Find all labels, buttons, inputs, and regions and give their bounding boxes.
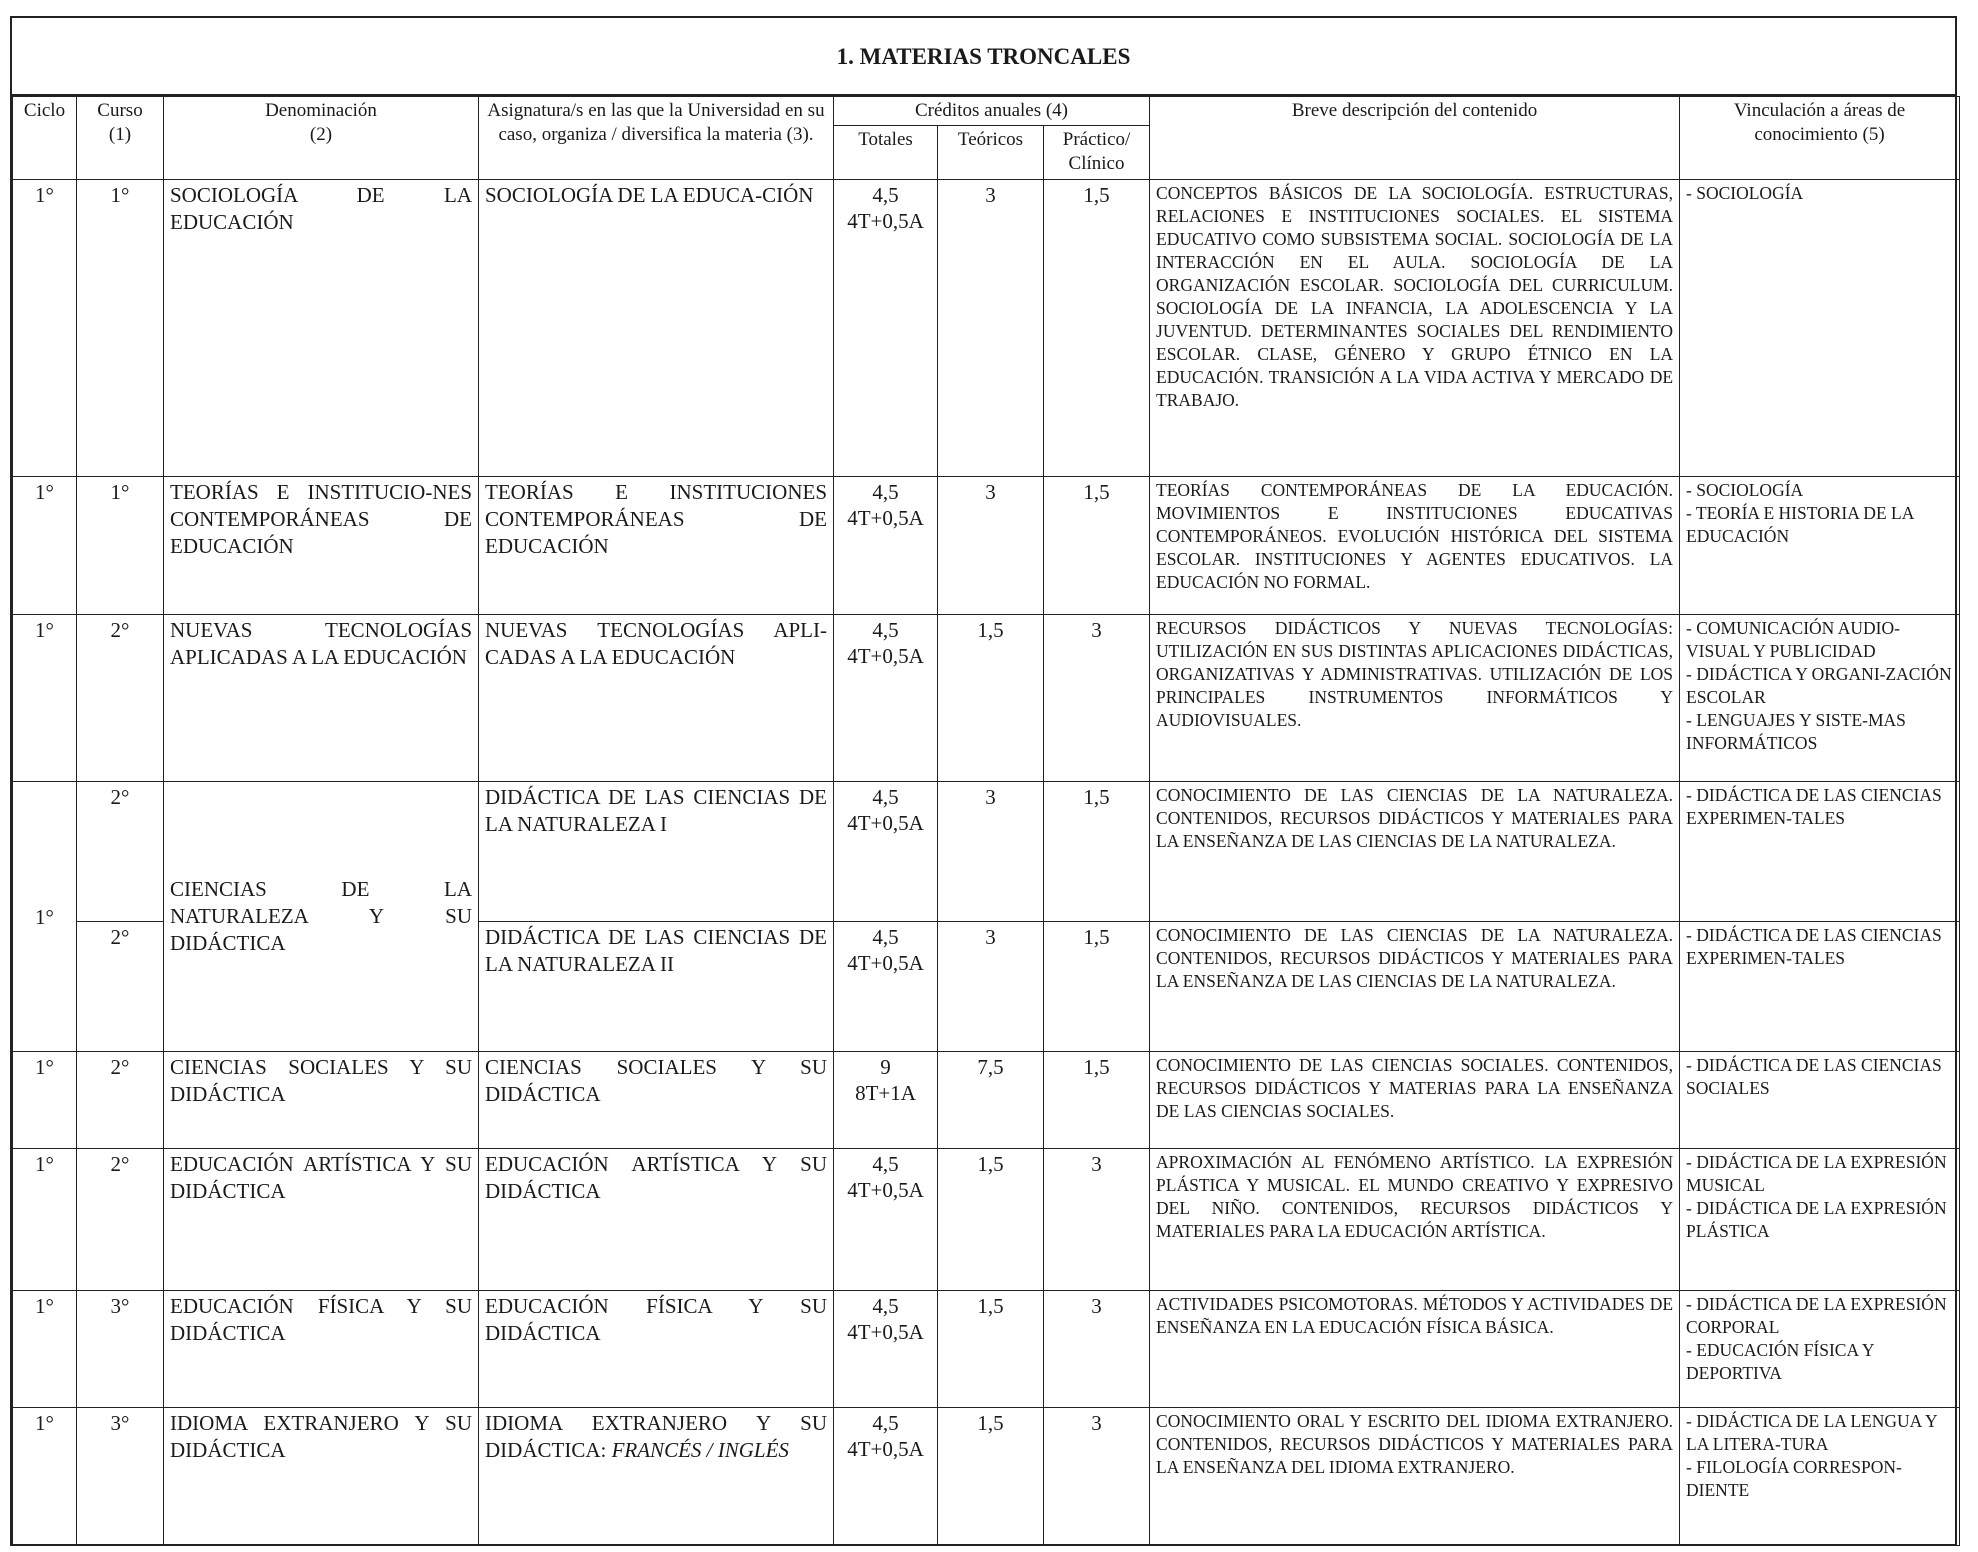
teoricos-cell: 3 bbox=[938, 180, 1044, 477]
descripcion-cell: APROXIMACIÓN AL FENÓMENO ARTÍSTICO. LA EXPRESIÓN PLÁSTICA Y MUSICAL. EL MUNDO CREATIVO Y EXPRESIVO DEL NIÑO. CONTENIDOS, RECURSOS DIDÁCTICOS Y MATERIALES PARA LA EDUCACIÓN ARTÍSTICA. bbox=[1150, 1149, 1680, 1291]
teoricos-cell: 1,5 bbox=[938, 1149, 1044, 1291]
denominacion-cell: CIENCIAS SOCIALES Y SU DIDÁCTICA bbox=[164, 1052, 479, 1149]
curso-cell: 1° bbox=[77, 180, 164, 477]
header-denominacion: Denominación (2) bbox=[164, 97, 479, 180]
descripcion-cell: CONOCIMIENTO DE LAS CIENCIAS DE LA NATURALEZA. CONTENIDOS, RECURSOS DIDÁCTICOS Y MATERIALES PARA LA ENSEÑANZA DE LAS CIENCIAS DE LA NATURALEZA. bbox=[1150, 922, 1680, 1052]
vinculacion-cell: - DIDÁCTICA DE LA EXPRESIÓN CORPORAL - EDUCACIÓN FÍSICA Y DEPORTIVA bbox=[1680, 1291, 1960, 1408]
denominacion-cell: IDIOMA EXTRANJERO Y SU DIDÁCTICA bbox=[164, 1408, 479, 1546]
table-row bbox=[13, 1052, 1960, 1149]
header-totales: Totales bbox=[834, 126, 938, 180]
denominacion-cell: TEORÍAS E INSTITUCIO-NES CONTEMPORÁNEAS DE EDUCACIÓN bbox=[164, 477, 479, 615]
curso-cell: 3° bbox=[77, 1408, 164, 1546]
totales-cell: 4,5 4T+0,5A bbox=[834, 1408, 938, 1546]
teoricos-cell: 1,5 bbox=[938, 1408, 1044, 1546]
asignatura-cell: EDUCACIÓN ARTÍSTICA Y SU DIDÁCTICA bbox=[479, 1149, 834, 1291]
asignatura-cell: IDIOMA EXTRANJERO Y SU DIDÁCTICA: FRANCÉS / INGLÉS bbox=[479, 1408, 834, 1546]
header-descripcion: Breve descripción del contenido bbox=[1150, 97, 1680, 180]
practicos-cell: 1,5 bbox=[1044, 1052, 1150, 1149]
teoricos-cell: 3 bbox=[938, 922, 1044, 1052]
totales-cell: 9 8T+1A bbox=[834, 1052, 938, 1149]
asignatura-cell: DIDÁCTICA DE LAS CIENCIAS DE LA NATURALEZA II bbox=[479, 922, 834, 1052]
asignatura-cell: TEORÍAS E INSTITUCIONES CONTEMPORÁNEAS DE EDUCACIÓN bbox=[479, 477, 834, 615]
practicos-cell: 1,5 bbox=[1044, 477, 1150, 615]
totales-cell: 4,5 4T+0,5A bbox=[834, 782, 938, 922]
asignatura-cell: EDUCACIÓN FÍSICA Y SU DIDÁCTICA bbox=[479, 1291, 834, 1408]
ciclo-cell: 1° bbox=[13, 782, 77, 1052]
practicos-cell: 3 bbox=[1044, 1149, 1150, 1291]
practicos-cell: 3 bbox=[1044, 615, 1150, 782]
descripcion-cell: CONOCIMIENTO DE LAS CIENCIAS DE LA NATURALEZA. CONTENIDOS, RECURSOS DIDÁCTICOS Y MATERIALES PARA LA ENSEÑANZA DE LAS CIENCIAS DE LA NATURALEZA. bbox=[1150, 782, 1680, 922]
curso-cell: 1° bbox=[77, 477, 164, 615]
vinculacion-cell: - DIDÁCTICA DE LAS CIENCIAS SOCIALES bbox=[1680, 1052, 1960, 1149]
table-row bbox=[13, 1149, 1960, 1291]
page-title: 1. MATERIAS TRONCALES bbox=[12, 18, 1955, 96]
ciclo-cell: 1° bbox=[13, 615, 77, 782]
table-row bbox=[13, 615, 1960, 782]
table-row bbox=[13, 1408, 1960, 1546]
totales-cell: 4,5 4T+0,5A bbox=[834, 615, 938, 782]
header-vinculacion: Vinculación a áreas de conocimiento (5) bbox=[1680, 97, 1960, 180]
curso-cell: 2° bbox=[77, 782, 164, 922]
denominacion-cell: EDUCACIÓN FÍSICA Y SU DIDÁCTICA bbox=[164, 1291, 479, 1408]
vinculacion-cell: - DIDÁCTICA DE LA EXPRESIÓN MUSICAL - DIDÁCTICA DE LA EXPRESIÓN PLÁSTICA bbox=[1680, 1149, 1960, 1291]
vinculacion-cell: - SOCIOLOGÍA bbox=[1680, 180, 1960, 477]
curso-cell: 2° bbox=[77, 615, 164, 782]
denominacion-cell: CIENCIAS DE LA NATURALEZA Y SU DIDÁCTICA bbox=[164, 782, 479, 1052]
totales-cell: 4,5 4T+0,5A bbox=[834, 1149, 938, 1291]
descripcion-cell: ACTIVIDADES PSICOMOTORAS. MÉTODOS Y ACTIVIDADES DE ENSEÑANZA EN LA EDUCACIÓN FÍSICA BÁSICA. bbox=[1150, 1291, 1680, 1408]
totales-cell: 4,5 4T+0,5A bbox=[834, 922, 938, 1052]
practicos-cell: 1,5 bbox=[1044, 782, 1150, 922]
teoricos-cell: 1,5 bbox=[938, 615, 1044, 782]
asignatura-cell: NUEVAS TECNOLOGÍAS APLI-CADAS A LA EDUCACIÓN bbox=[479, 615, 834, 782]
vinculacion-cell: - DIDÁCTICA DE LAS CIENCIAS EXPERIMEN-TALES bbox=[1680, 922, 1960, 1052]
descripcion-cell: CONOCIMIENTO DE LAS CIENCIAS SOCIALES. CONTENIDOS, RECURSOS DIDÁCTICOS Y MATERIAS PARA LA ENSEÑANZA DE LAS CIENCIAS SOCIALES. bbox=[1150, 1052, 1680, 1149]
vinculacion-cell: - COMUNICACIÓN AUDIO-VISUAL Y PUBLICIDAD - DIDÁCTICA Y ORGANI-ZACIÓN ESCOLAR - LENGUAJES Y SISTE-MAS INFORMÁTICOS bbox=[1680, 615, 1960, 782]
table-row bbox=[13, 477, 1960, 615]
teoricos-cell: 1,5 bbox=[938, 1291, 1044, 1408]
descripcion-cell: CONCEPTOS BÁSICOS DE LA SOCIOLOGÍA. ESTRUCTURAS, RELACIONES E INSTITUCIONES SOCIALES. EL SISTEMA EDUCATIVO COMO SUBSISTEMA SOCIAL. SOCIOLOGÍA DE LA INTERACCIÓN EN EL AULA. SOCIOLOGÍA DE LA ORGANIZACIÓN ESCOLAR. SOCIOLOGÍA DEL CURRICULUM. SOCIOLOGÍA DE LA INFANCIA, LA ADOLESCENCIA Y LA JUVENTUD. DETERMINANTES SOCIALES DEL RENDIMIENTO ESCOLAR. CLASE, GÉNERO Y GRUPO ÉTNICO EN LA EDUCACIÓN. TRANSICIÓN A LA VIDA ACTIVA Y MERCADO DE TRABAJO. bbox=[1150, 180, 1680, 477]
document-sheet bbox=[10, 16, 1957, 1546]
teoricos-cell: 7,5 bbox=[938, 1052, 1044, 1149]
denominacion-cell: EDUCACIÓN ARTÍSTICA Y SU DIDÁCTICA bbox=[164, 1149, 479, 1291]
header-asignatura: Asignatura/s en las que la Universidad en su caso, organiza / diversifica la materia (3). bbox=[479, 97, 834, 180]
ciclo-cell: 1° bbox=[13, 477, 77, 615]
ciclo-cell: 1° bbox=[13, 1291, 77, 1408]
table-row bbox=[13, 1291, 1960, 1408]
descripcion-cell: RECURSOS DIDÁCTICOS Y NUEVAS TECNOLOGÍAS: UTILIZACIÓN EN SUS DISTINTAS APLICACIONES DIDÁCTICAS, ORGANIZATIVAS Y ADMINISTRATIVAS. UTILIZACIÓN DE LOS PRINCIPALES INSTRUMENTOS INFORMÁTICOS Y AUDIOVISUALES. bbox=[1150, 615, 1680, 782]
practicos-cell: 3 bbox=[1044, 1291, 1150, 1408]
vinculacion-cell: - SOCIOLOGÍA - TEORÍA E HISTORIA DE LA EDUCACIÓN bbox=[1680, 477, 1960, 615]
practicos-cell: 1,5 bbox=[1044, 180, 1150, 477]
descripcion-cell: TEORÍAS CONTEMPORÁNEAS DE LA EDUCACIÓN. MOVIMIENTOS E INSTITUCIONES EDUCATIVAS CONTEMPORÁNEOS. EVOLUCIÓN HISTÓRICA DEL SISTEMA ESCOLAR. INSTITUCIONES Y AGENTES EDUCATIVOS. LA EDUCACIÓN NO FORMAL. bbox=[1150, 477, 1680, 615]
curso-cell: 2° bbox=[77, 1052, 164, 1149]
totales-cell: 4,5 4T+0,5A bbox=[834, 180, 938, 477]
totales-cell: 4,5 4T+0,5A bbox=[834, 1291, 938, 1408]
header-curso: Curso (1) bbox=[77, 97, 164, 180]
ciclo-cell: 1° bbox=[13, 180, 77, 477]
denominacion-cell: NUEVAS TECNOLOGÍAS APLICADAS A LA EDUCACIÓN bbox=[164, 615, 479, 782]
header-practico: Práctico/ Clínico bbox=[1044, 126, 1150, 180]
vinculacion-cell: - DIDÁCTICA DE LA LENGUA Y LA LITERA-TURA - FILOLOGÍA CORRESPON-DIENTE bbox=[1680, 1408, 1960, 1546]
denominacion-cell: SOCIOLOGÍA DE LA EDUCACIÓN bbox=[164, 180, 479, 477]
totales-cell: 4,5 4T+0,5A bbox=[834, 477, 938, 615]
header-ciclo: Ciclo bbox=[13, 97, 77, 180]
curso-cell: 3° bbox=[77, 1291, 164, 1408]
ciclo-cell: 1° bbox=[13, 1149, 77, 1291]
vinculacion-cell: - DIDÁCTICA DE LAS CIENCIAS EXPERIMEN-TALES bbox=[1680, 782, 1960, 922]
asignatura-cell: DIDÁCTICA DE LAS CIENCIAS DE LA NATURALEZA I bbox=[479, 782, 834, 922]
curso-cell: 2° bbox=[77, 922, 164, 1052]
asignatura-cell: CIENCIAS SOCIALES Y SU DIDÁCTICA bbox=[479, 1052, 834, 1149]
curso-cell: 2° bbox=[77, 1149, 164, 1291]
practicos-cell: 3 bbox=[1044, 1408, 1150, 1546]
header-creditos: Créditos anuales (4) bbox=[834, 97, 1150, 126]
ciclo-cell: 1° bbox=[13, 1052, 77, 1149]
table-row bbox=[13, 782, 1960, 922]
language-options: FRANCÉS / INGLÉS bbox=[611, 1438, 789, 1462]
asignatura-cell: SOCIOLOGÍA DE LA EDUCA-CIÓN bbox=[479, 180, 834, 477]
header-teoricos: Teóricos bbox=[938, 126, 1044, 180]
table-row bbox=[13, 180, 1960, 477]
subjects-table bbox=[12, 96, 1960, 1546]
descripcion-cell: CONOCIMIENTO ORAL Y ESCRITO DEL IDIOMA EXTRANJERO. CONTENIDOS, RECURSOS DIDÁCTICOS Y MATERIALES PARA LA ENSEÑANZA DEL IDIOMA EXTRANJERO. bbox=[1150, 1408, 1680, 1546]
teoricos-cell: 3 bbox=[938, 477, 1044, 615]
practicos-cell: 1,5 bbox=[1044, 922, 1150, 1052]
ciclo-cell: 1° bbox=[13, 1408, 77, 1546]
teoricos-cell: 3 bbox=[938, 782, 1044, 922]
